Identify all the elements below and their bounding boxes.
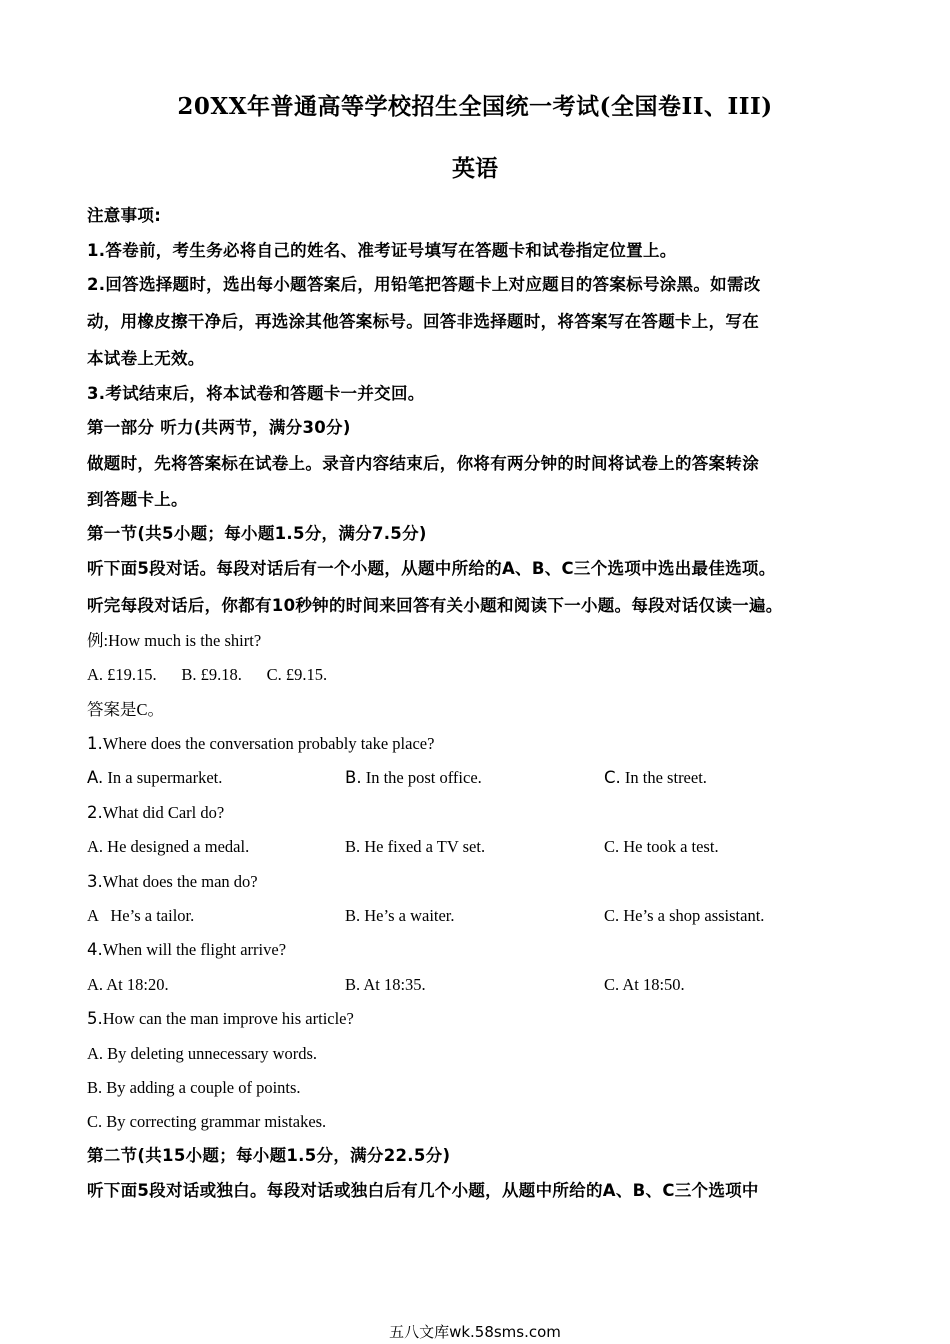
question-3	[87, 871, 258, 893]
question-number: 4.	[87, 940, 103, 959]
question-1-option-c[interactable]	[604, 767, 707, 789]
option-text: In the post office.	[361, 768, 482, 787]
option-letter: A.	[87, 768, 104, 787]
question-1-option-b[interactable]	[345, 767, 482, 789]
subject-title: 英语	[452, 155, 498, 182]
question-number: 3.	[87, 872, 103, 891]
notice-item-2-line-1: 2.回答选择题时，选出每小题答案后，用铅笔把答题卡上对应题目的答案标号涂黑。如需改	[87, 275, 761, 294]
question-text: What does the man do?	[102, 872, 258, 891]
question-number: 5.	[87, 1009, 103, 1028]
notice-item-2-line-3: 本试卷上无效。	[87, 349, 205, 368]
question-text: What did Carl do?	[102, 803, 225, 822]
question-text: How can the man improve his article?	[102, 1009, 354, 1028]
notice-item-3: 3.考试结束后，将本试卷和答题卡一并交回。	[87, 384, 425, 403]
example-question: 例:How much is the shirt?	[87, 631, 262, 650]
question-4-option-b[interactable]: B. At 18:35.	[345, 975, 426, 994]
question-3-option-b[interactable]: B. He’s a waiter.	[345, 906, 455, 925]
part1-instruction-line-2: 到答题卡上。	[87, 490, 188, 509]
exam-title: 20XX年普通高等学校招生全国统一考试(全国卷II、III)	[177, 93, 773, 120]
section1-instruction-line-1: 听下面5段对话。每段对话后有一个小题，从题中所给的A、B、C三个选项中选出最佳选项。	[87, 559, 776, 578]
notice-item-1: 1.答卷前，考生务必将自己的姓名、准考证号填写在答题卡和试卷指定位置上。	[87, 241, 677, 260]
footer-watermark: 五八文库wk.58sms.com	[389, 1323, 561, 1341]
part1-instruction-line-1: 做题时，先将答案标在试卷上。录音内容结束后，你将有两分钟的时间将试卷上的答案转涂	[87, 454, 759, 473]
section1-heading: 第一节(共5小题；每小题1.5分，满分7.5分)	[87, 524, 427, 543]
example-options: A. £19.15. B. £9.18. C. £9.15.	[87, 665, 328, 684]
question-2-option-b[interactable]: B. He fixed a TV set.	[345, 837, 486, 856]
question-5-option-b[interactable]: B. By adding a couple of points.	[87, 1078, 301, 1097]
question-number: 1.	[87, 734, 103, 753]
question-5-option-a[interactable]: A. By deleting unnecessary words.	[87, 1044, 318, 1063]
question-text: Where does the conversation probably take place?	[102, 734, 435, 753]
question-4	[87, 939, 286, 961]
section2-instruction-line-1: 听下面5段对话或独白。每段对话或独白后有几个小题，从题中所给的A、B、C三个选项中	[87, 1181, 759, 1200]
question-5-option-c[interactable]: C. By correcting grammar mistakes.	[87, 1112, 327, 1131]
question-number: 2.	[87, 803, 103, 822]
section1-instruction-line-2: 听完每段对话后，你都有10秒钟的时间来回答有关小题和阅读下一小题。每段对话仅读一遍。	[87, 596, 783, 615]
section2-heading: 第二节(共15小题；每小题1.5分，满分22.5分)	[87, 1146, 451, 1165]
question-4-option-c[interactable]: C. At 18:50.	[604, 975, 685, 994]
option-text: In the street.	[620, 768, 707, 787]
question-2	[87, 802, 224, 824]
notice-item-2-line-2: 动，用橡皮擦干净后，再选涂其他答案标号。回答非选择题时，将答案写在答题卡上，写在	[87, 312, 759, 331]
question-1-option-a[interactable]	[87, 767, 222, 789]
example-answer: 答案是C。	[87, 700, 165, 719]
question-3-option-c[interactable]: C. He’s a shop assistant.	[604, 906, 765, 925]
question-text: When will the flight arrive?	[102, 940, 287, 959]
question-2-option-a[interactable]: A. He designed a medal.	[87, 837, 250, 856]
question-4-option-a[interactable]: A. At 18:20.	[87, 975, 169, 994]
option-text: In a supermarket.	[103, 768, 223, 787]
question-2-option-c[interactable]: C. He took a test.	[604, 837, 719, 856]
notice-heading: 注意事项:	[87, 206, 162, 225]
option-letter: B.	[345, 768, 362, 787]
part1-heading: 第一部分 听力(共两节，满分30分)	[87, 418, 351, 437]
question-5	[87, 1008, 354, 1030]
option-letter: C.	[604, 768, 621, 787]
question-3-option-a[interactable]: A He’s a tailor.	[87, 906, 195, 925]
question-1	[87, 733, 434, 755]
